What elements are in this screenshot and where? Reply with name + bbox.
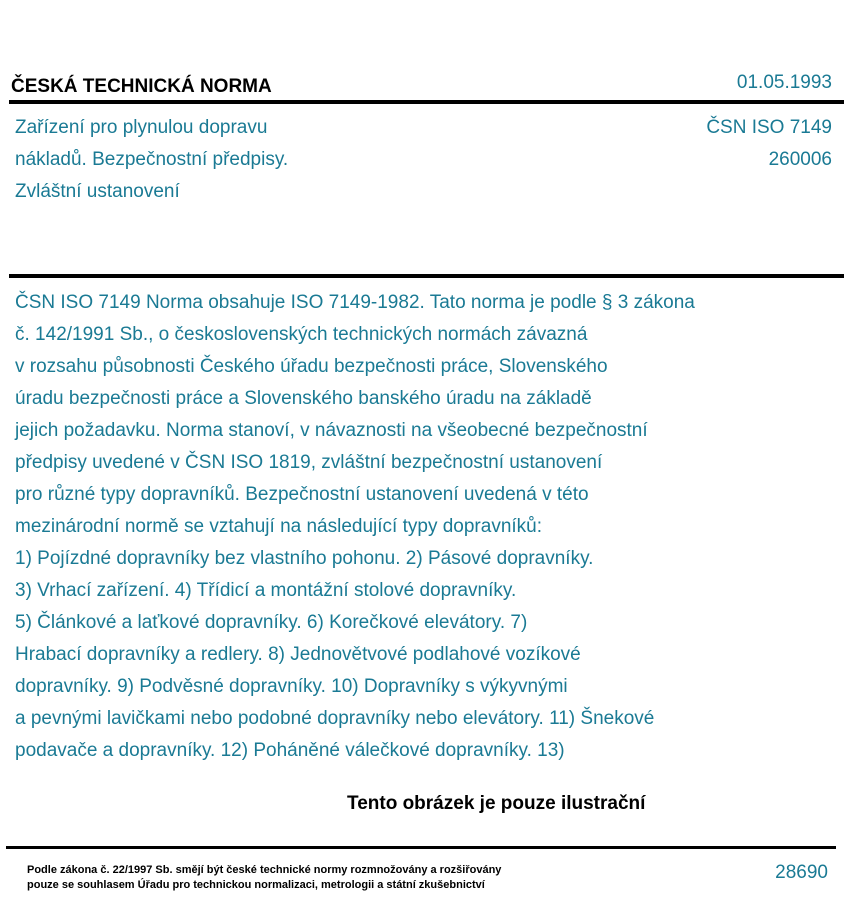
body-line: předpisy uvedené v ČSN ISO 1819, zvláštní bezpečnostní ustanovení: [15, 452, 603, 473]
body-line: v rozsahu působnosti Českého úřadu bezpečnosti práce, Slovenského: [15, 356, 608, 377]
body-line: úradu bezpečnosti práce a Slovenského banského úradu na základě: [15, 388, 592, 409]
body-line: jejich požadavku. Norma stanoví, v návaznosti na všeobecné bezpečnostní: [15, 420, 648, 441]
body-line: mezinárodní normě se vztahují na následující typy dopravníků:: [15, 516, 543, 537]
footer-number: 28690: [775, 862, 828, 883]
body-line: Hrabací dopravníky a redlery. 8) Jednovětvové podlahové vozíkové: [15, 644, 581, 665]
body-line: č. 142/1991 Sb., o československých technických normách závazná: [15, 324, 588, 345]
title-line-3: Zvláštní ustanovení: [15, 181, 180, 202]
class-code: 260006: [768, 149, 832, 170]
body-line: a pevnými lavičkami nebo podobné dopravníky nebo elevátory. 11) Šnekové: [15, 708, 655, 729]
body-line: 3) Vrhací zařízení. 4) Třídicí a montážní stolové dopravníky.: [15, 580, 517, 601]
body-line: 1) Pojízdné dopravníky bez vlastního pohonu. 2) Pásové dopravníky.: [15, 548, 594, 569]
body-line: pro různé typy dopravníků. Bezpečnostní ustanovení uvedená v této: [15, 484, 589, 505]
body-line: podavače a dopravníky. 12) Poháněné válečkové dopravníky. 13): [15, 740, 565, 761]
footer-legal-line-1: Podle zákona č. 22/1997 Sb. smějí být české technické normy rozmnožovány a rozšiřovány: [27, 864, 502, 876]
document-date: 01.05.1993: [736, 72, 832, 93]
footer-rule: [6, 846, 836, 849]
body-line: dopravníky. 9) Podvěsné dopravníky. 10) Dopravníky s výkyvnými: [15, 676, 568, 697]
illustration-note: Tento obrázek je pouze ilustrační: [347, 793, 646, 814]
title-rule: [9, 274, 844, 278]
document-type: ČESKÁ TECHNICKÁ NORMA: [11, 76, 272, 97]
header-rule: [9, 100, 844, 104]
body-line: ČSN ISO 7149 Norma obsahuje ISO 7149-1982. Tato norma je podle § 3 zákona: [15, 292, 695, 313]
title-line-2: nákladů. Bezpečnostní předpisy.: [15, 149, 289, 170]
footer-legal-line-2: pouze se souhlasem Úřadu pro technickou normalizaci, metrologii a státní zkušebnictví: [27, 879, 485, 891]
body-line: 5) Článkové a laťkové dopravníky. 6) Korečkové elevátory. 7): [15, 612, 528, 633]
standard-id: ČSN ISO 7149: [706, 117, 832, 138]
title-line-1: Zařízení pro plynulou dopravu: [15, 117, 268, 138]
